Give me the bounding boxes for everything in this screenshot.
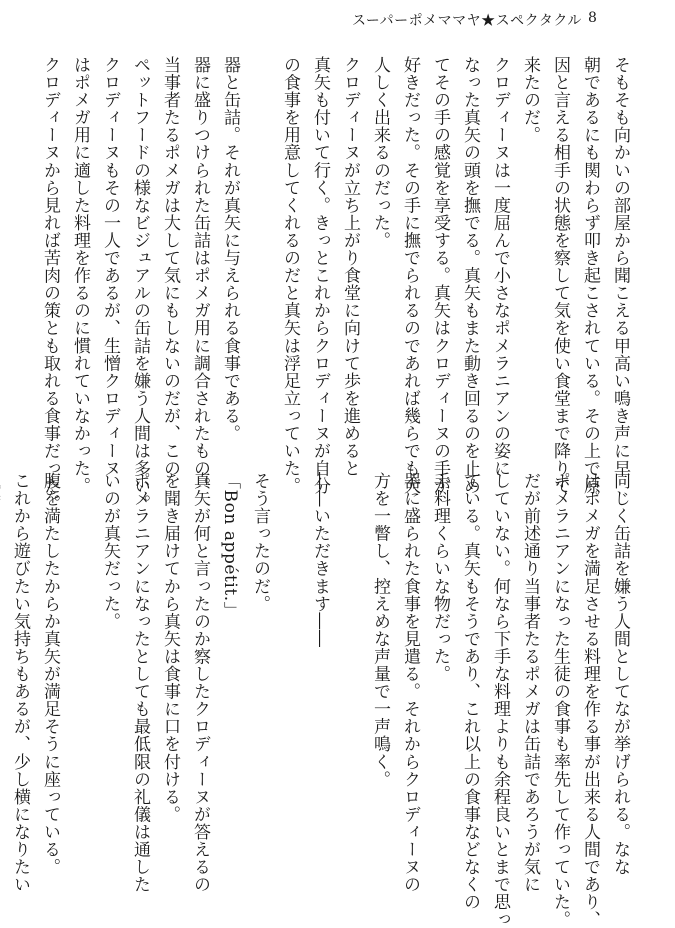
text-line: てその手の感覚を享受する。真矢はクロディーヌの手が <box>430 56 450 495</box>
text-line: 器と缶詰。それが真矢に与えられる食事である。 <box>220 56 240 443</box>
text-line: なった真矢の頭を撫でる。真矢もまた動き回るのを止め <box>460 56 480 495</box>
text-line: 因と言える相手の状態を察して気を使い食堂まで降りて <box>550 56 570 495</box>
text-line: 朝であるにも関わらず叩き起こされている。その上で原 <box>580 56 600 495</box>
text-line: 人しく出来るのだった。 <box>370 56 390 250</box>
running-header-title: スーパーポメママヤ★スペクタクル <box>352 13 582 29</box>
text-line: いのが真矢だった。 <box>100 472 120 630</box>
text-line: 手料理くらいな物だった。 <box>430 472 450 683</box>
text-line: 器に盛られた食事を見遣る。それからクロディーヌの <box>400 472 420 894</box>
text-line <box>65 472 95 892</box>
text-line: 腹を満たしたからか真矢が満足そうに座っている。 <box>40 472 60 876</box>
text-line: 真矢も付いて行く。きっとこれからクロディーヌが自分 <box>310 56 330 495</box>
text-line: 器に盛りつけられた缶詰はポメガ用に調合されたもの。 <box>190 56 210 495</box>
page-number: 8 <box>588 10 597 26</box>
text-line: 「Bon appétit.」 <box>220 472 240 620</box>
text-line: そもそも向かいの部屋から聞こえる甲高い鳴き声に早 <box>610 56 630 478</box>
text-line: ペットフードの様なビジュアルの缶詰を嫌う人間は多い。 <box>130 56 150 513</box>
text-line <box>275 472 305 892</box>
text-line: ポメラニアンになった生徒の食事も率先して作っていた。 <box>550 472 570 928</box>
text-line: クロディーヌは一度屈んで小さなポメラニアンの姿に <box>490 56 510 478</box>
text-line: クロディーヌから見れば苦肉の策とも取れる食事だった。 <box>40 56 60 513</box>
text-line <box>245 56 275 456</box>
text-line <box>335 472 365 892</box>
text-line: していない。何なら下手な料理よりも余程良いとまで思っ <box>490 472 510 928</box>
top-text-block <box>40 56 635 513</box>
text-line: はポメガ用に適した料理を作るのに慣れていなかった。 <box>70 56 90 495</box>
text-line: そう言ったのだ。 <box>250 472 270 613</box>
text-line: の食事を用意してくれるのだと真矢は浮足立っていた。 <box>280 56 300 495</box>
text-line: 真矢が何と言ったのか察したクロディーヌが答えるの <box>190 472 210 894</box>
text-line: を聞き届けてから真矢は食事に口を付ける。 <box>160 472 180 823</box>
text-line: 当事者たるポメガは大して気にもしないのだが、この <box>160 56 180 478</box>
text-line: 好きだった。その手に撫でられるのであれば幾らでも大 <box>400 56 420 495</box>
text-line: だが前述通り当事者たるポメガは缶詰であろうが気に <box>520 472 540 894</box>
text-line: はポメガを満足させる料理を作る事が出来る人間であり、 <box>580 472 600 928</box>
bottom-text-block <box>10 472 635 928</box>
text-line: 同じく缶詰を嫌う人間としてなが挙げられる。なな <box>610 472 630 876</box>
text-line: 来たのだ。 <box>520 56 540 144</box>
text-line: クロディーヌもその一人であるが、生憎クロディーヌ <box>100 56 120 478</box>
text-line: クロディーヌが立ち上がり食堂に向けて歩を進めると <box>340 56 360 478</box>
text-line: ている。真矢もそうであり、これ以上の食事などなくの <box>460 472 480 911</box>
text-line: ポメラニアンになったとしても最低限の礼儀は通した <box>130 472 150 894</box>
text-line: これから遊びたい気持ちもあるが、少し横になりたい <box>10 472 30 894</box>
text-line: 方を一瞥し、控えめな声量で一声鳴く。 <box>370 472 390 788</box>
text-line: ――いただきます―― <box>310 472 330 648</box>
